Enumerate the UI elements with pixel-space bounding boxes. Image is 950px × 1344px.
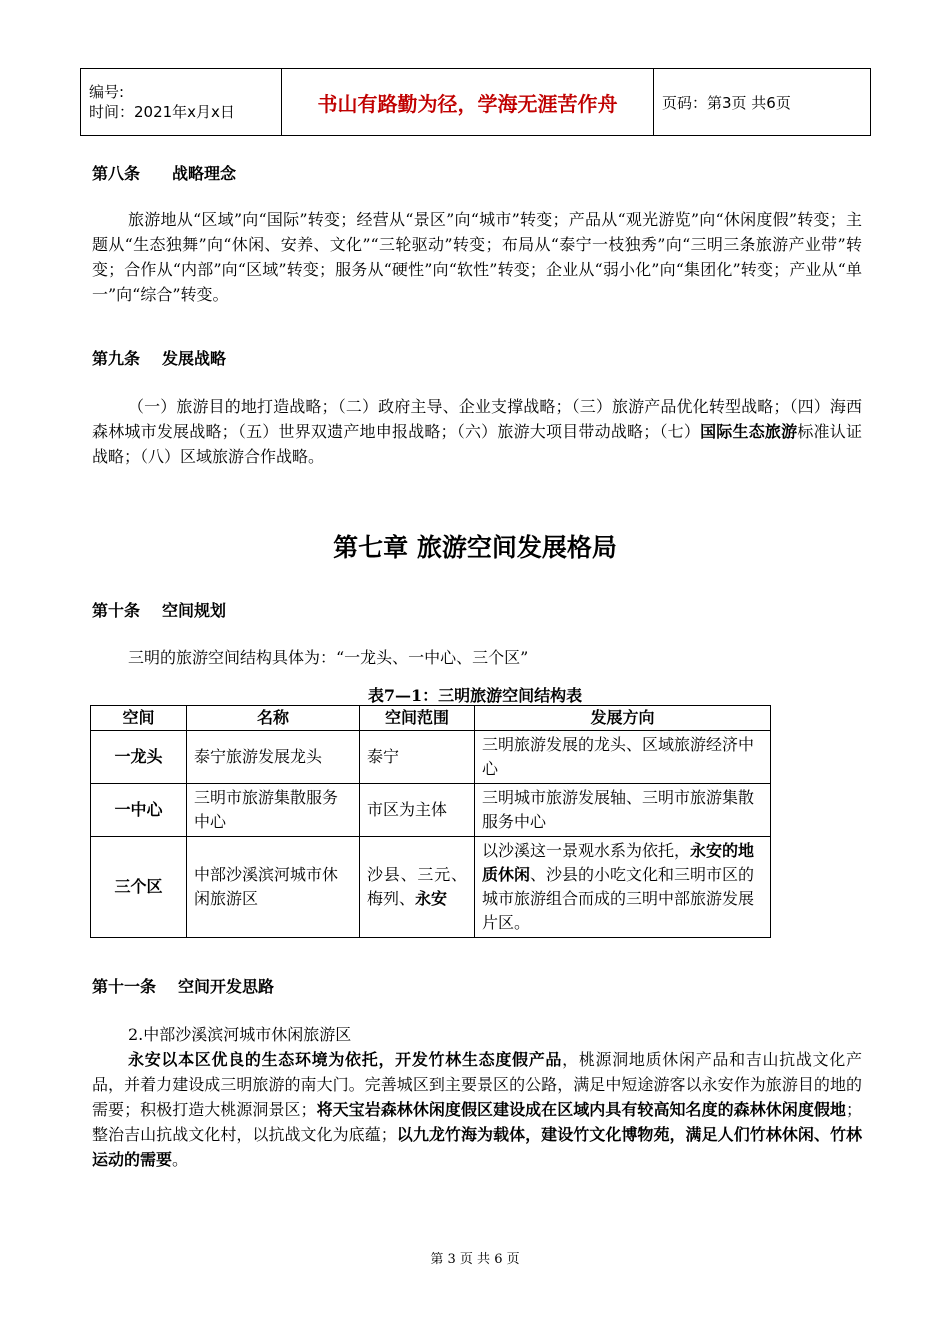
article-9-title: 发展战略	[162, 349, 227, 368]
article-11-text-1: ，桃源洞地质休闲产品和吉山抗战文化产品，并着力建设成三明旅游的南大门。完善城区到主要景区的公路，满足中短途游客以永安作为旅游目的地的需要；积极打造大桃源洞景区；	[92, 1050, 862, 1119]
article-11-bold-1: 永安以本区优良的生态环境为依托，开发竹林生态度假产品	[128, 1050, 563, 1069]
cell-space: 三个区	[91, 837, 187, 938]
article-11-text-3: 。	[172, 1150, 189, 1169]
time-label: 时间：2021年x月x日	[89, 103, 235, 121]
article-9-number: 第九条	[92, 349, 141, 368]
header-page-info: 页码：第3页 共6页	[654, 69, 871, 136]
cell-direction-text-a: 以沙溪这一景观水系为依托，	[482, 841, 691, 860]
article-9-text-b: 标准认证战略；（八）区域旅游合作战略。	[92, 422, 862, 466]
cell-range: 市区为主体	[360, 784, 475, 837]
cell-range	[360, 837, 475, 938]
header-meta	[81, 69, 282, 136]
article-11-body	[92, 1047, 862, 1172]
article-11-title: 空间开发思路	[178, 977, 275, 996]
article-11-bold-2: 将天宝岩森林休闲度假区建设成在区域内具有较高知名度的森林休闲度假地	[316, 1100, 846, 1119]
cell-direction-text-b: 、沙县的小吃文化和三明市区的城市旅游组合而成的三明中部旅游发展片区。	[482, 865, 755, 932]
table-header-row	[91, 706, 771, 731]
code-label: 编号:	[89, 83, 125, 101]
article-9-text-bold: 国际生态旅游	[700, 422, 798, 441]
page-footer: 第 3 页 共 6 页	[430, 1252, 520, 1267]
article-11-text-2: ；整治吉山抗战文化村，以抗战文化为底蕴；	[92, 1100, 862, 1144]
table-row	[91, 784, 771, 837]
article-8-number: 第八条	[92, 164, 141, 183]
cell-range-text: 沙县、三元、梅列、	[367, 865, 467, 908]
cell-range-bold: 永安	[415, 889, 448, 908]
article-10-heading	[92, 598, 226, 621]
table-row	[91, 837, 771, 938]
cell-direction: 三明城市旅游发展轴、三明市旅游集散服务中心	[475, 784, 771, 837]
table-header: 空间范围	[360, 706, 475, 731]
article-9-heading	[92, 346, 226, 369]
article-9-text-a: （一）旅游目的地打造战略；（二）政府主导、企业支撑战略；（三）旅游产品优化转型战略；（四）海西森林城市发展战略；（五）世界双遗产地申报战略；（六）旅游大项目带动战略；（七）	[92, 397, 862, 441]
article-9-body	[92, 394, 862, 469]
cell-name: 泰宁旅游发展龙头	[187, 731, 360, 784]
header-motto: 书山有路勤为径，学海无涯苦作舟	[282, 69, 654, 136]
table-header: 发展方向	[475, 706, 771, 731]
page-header	[80, 68, 871, 136]
cell-space: 一中心	[91, 784, 187, 837]
cell-direction: 三明旅游发展的龙头、区域旅游经济中心	[475, 731, 771, 784]
table-caption: 表7—1：三明旅游空间结构表	[367, 686, 583, 705]
article-11-heading	[92, 974, 274, 997]
table-header: 空间	[91, 706, 187, 731]
article-8-heading	[92, 161, 236, 184]
article-11-subheading: 2.中部沙溪滨河城市休闲旅游区	[128, 1025, 352, 1044]
article-11-number: 第十一条	[92, 977, 157, 996]
article-8-title: 战略理念	[172, 164, 237, 183]
article-10-number: 第十条	[92, 601, 141, 620]
table-row	[91, 731, 771, 784]
article-11-bold-3: 以九龙竹海为载体，建设竹文化博物苑，满足人们竹林休闲、竹林运动的需要	[92, 1125, 862, 1169]
space-structure-table	[90, 705, 771, 938]
cell-direction-bold: 永安的地质休闲	[482, 841, 755, 884]
cell-direction	[475, 837, 771, 938]
cell-name: 中部沙溪滨河城市休闲旅游区	[187, 837, 360, 938]
article-8-body: 旅游地从“区域”向“国际”转变；经营从“景区”向“城市”转变；产品从“观光游览”向“休闲度假”转变；主题从“生态独舞”向“休闲、安养、文化”“三轮驱动”转变；布局从“泰宁一枝独秀”向“三明三条旅游产业带”转变；合作从“内部”向“区域”转变；服务从“硬性”向“软性”转变；企业从“弱小化”向“集团化”转变；产业从“单一”向“综合”转变。	[92, 210, 862, 304]
table-header: 名称	[187, 706, 360, 731]
article-10-title: 空间规划	[162, 601, 227, 620]
chapter-7-title: 第七章 旅游空间发展格局	[333, 533, 617, 562]
cell-space: 一龙头	[91, 731, 187, 784]
cell-range: 泰宁	[360, 731, 475, 784]
cell-name: 三明市旅游集散服务中心	[187, 784, 360, 837]
article-10-body: 三明的旅游空间结构具体为：“一龙头、一中心、三个区”	[128, 648, 529, 667]
